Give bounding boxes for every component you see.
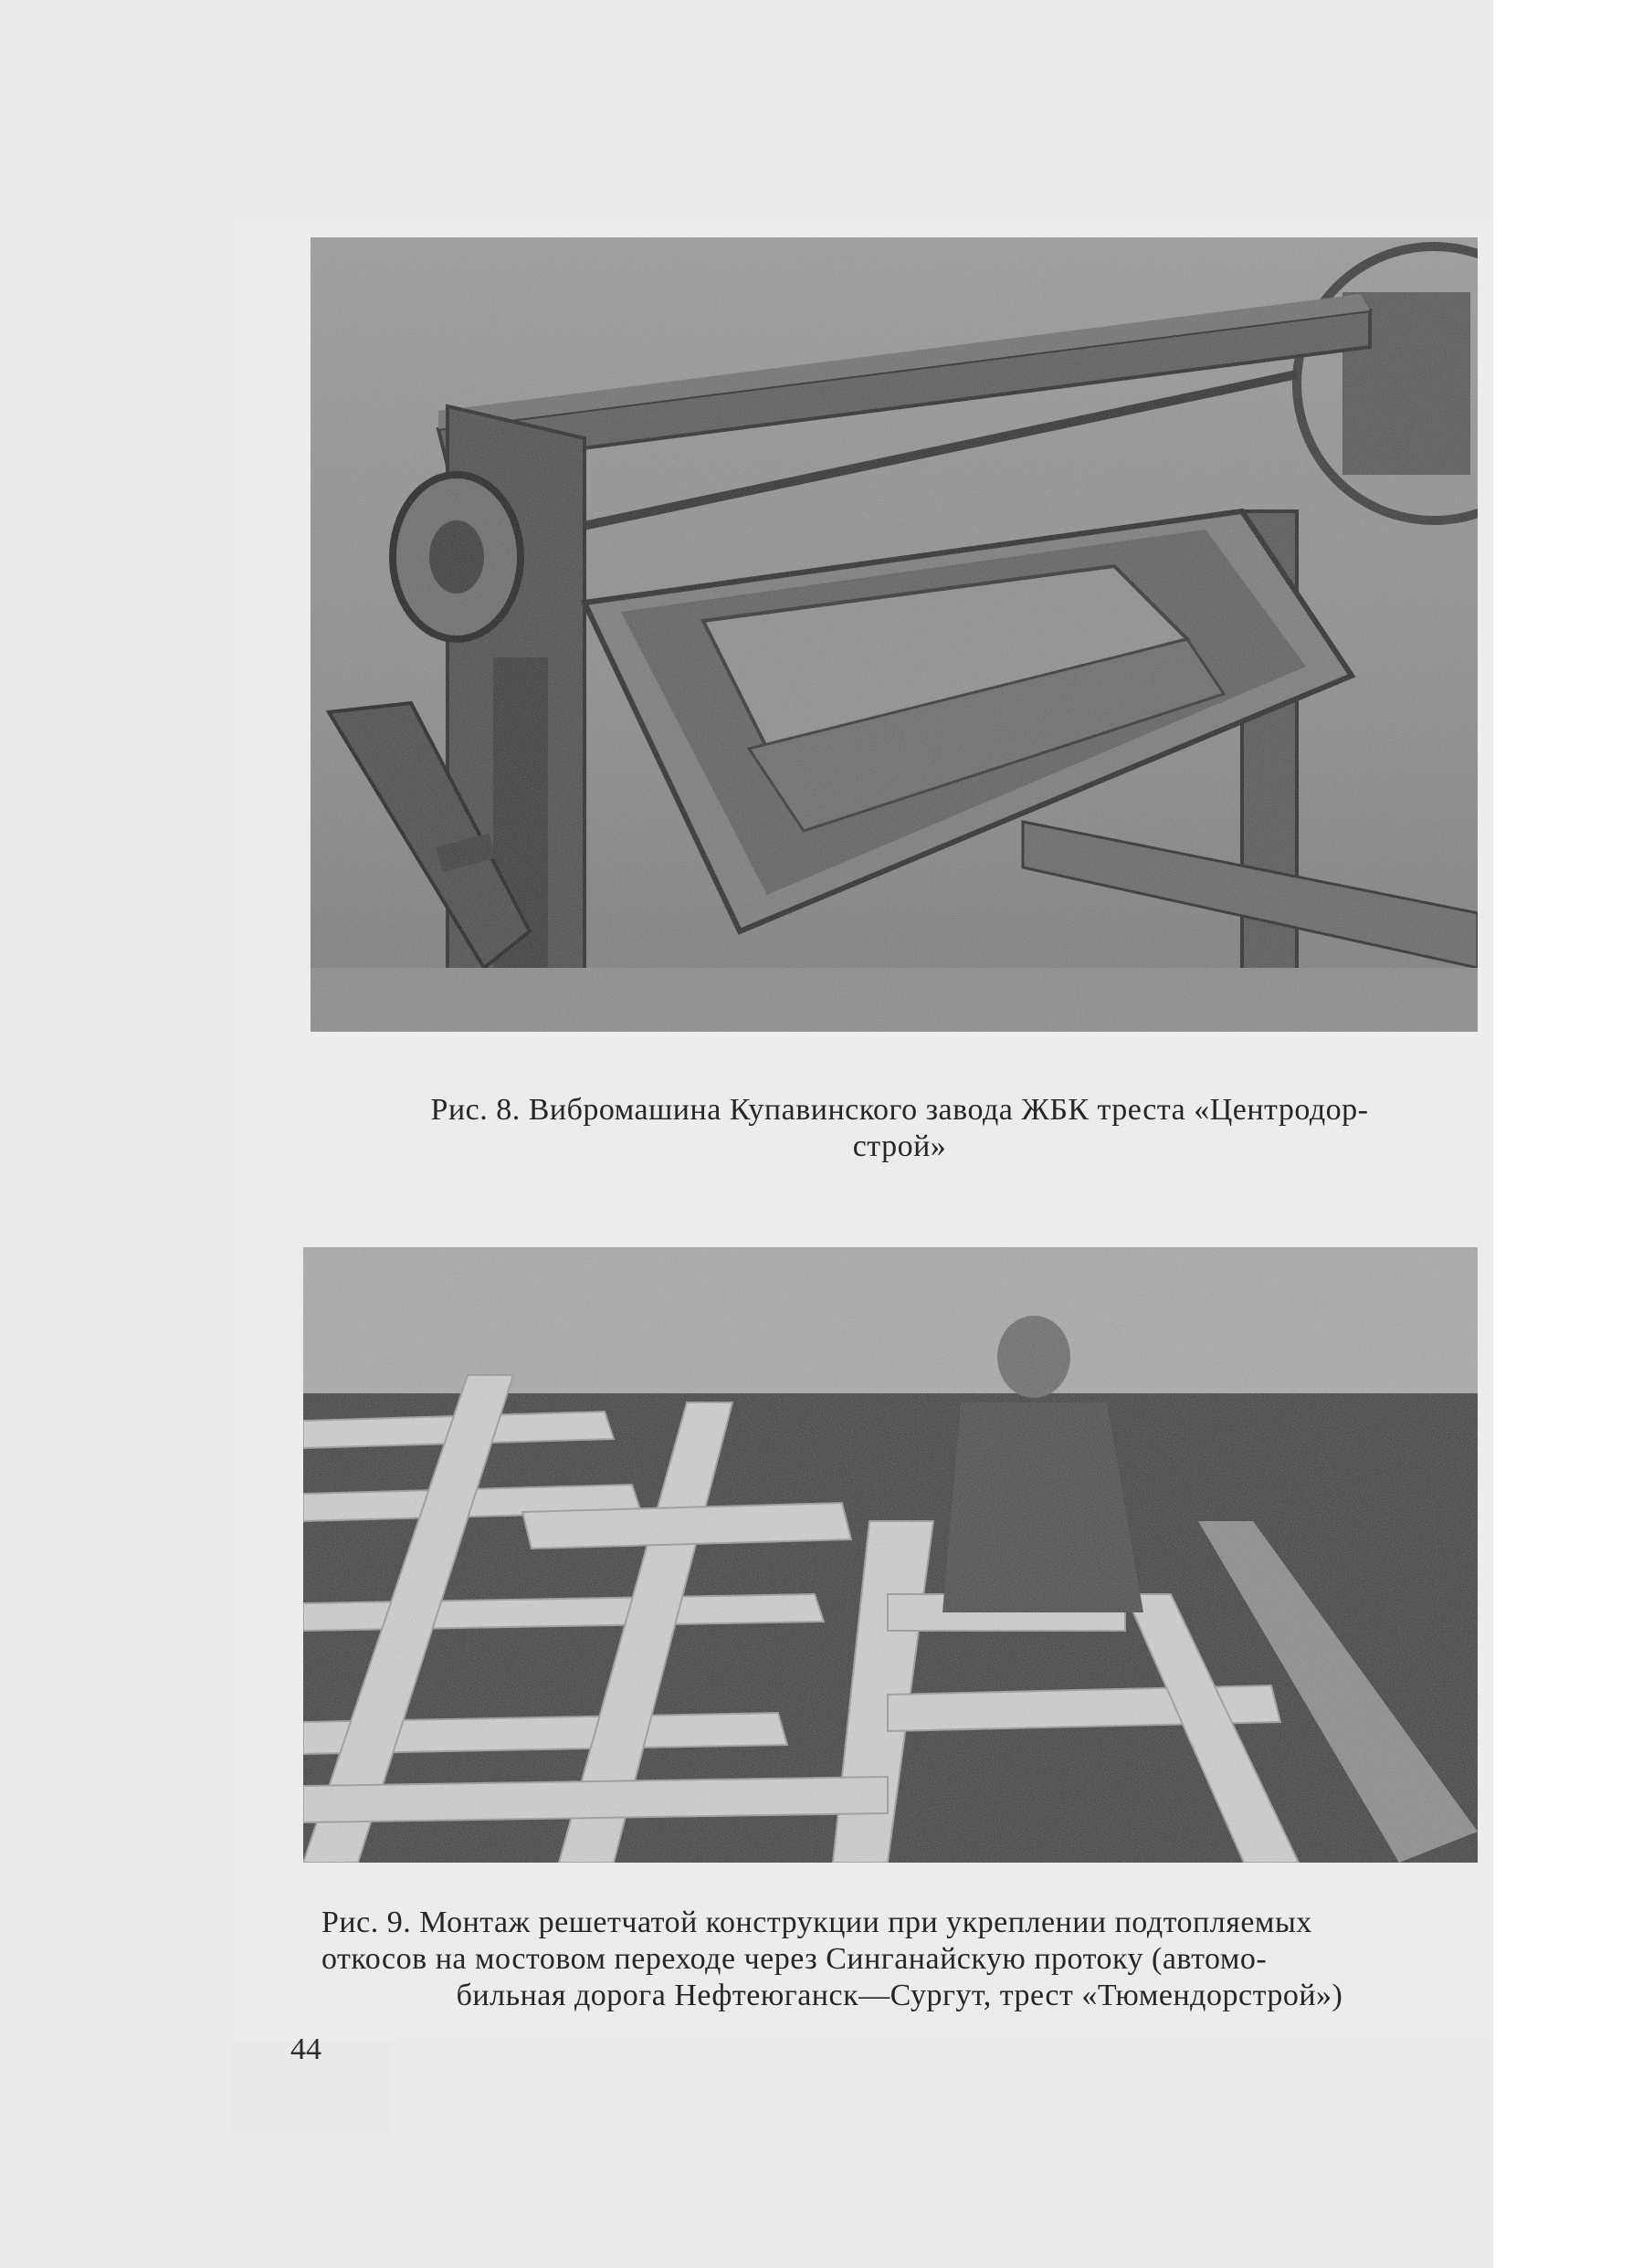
caption-line: бильная дорога Нефтеюганск—Сургут, трест «Тюмендорстрой»)	[456, 1979, 1343, 2012]
lattice-construction-image	[303, 1247, 1478, 1863]
vibromachine-image	[311, 237, 1478, 1032]
figure-8-photo	[311, 237, 1478, 1032]
margin-blank	[1493, 0, 1632, 2268]
caption-line: строй»	[852, 1129, 947, 1163]
figure-9-photo	[303, 1247, 1478, 1863]
caption-line: откосов на мостовом переходе через Синганайскую протоку (автомо-	[321, 1942, 1268, 1976]
caption-line: Рис. 9. Монтаж решетчатой конструкции при укреплении подтопляемых	[321, 1906, 1312, 1939]
caption-line: Рис. 8. Вибромашина Купавинского завода ЖБК треста «Центродор-	[430, 1093, 1369, 1127]
figure-9-caption	[321, 1905, 1478, 2014]
figure-8-caption	[321, 1092, 1478, 1165]
page-number: 44	[290, 2032, 321, 2066]
